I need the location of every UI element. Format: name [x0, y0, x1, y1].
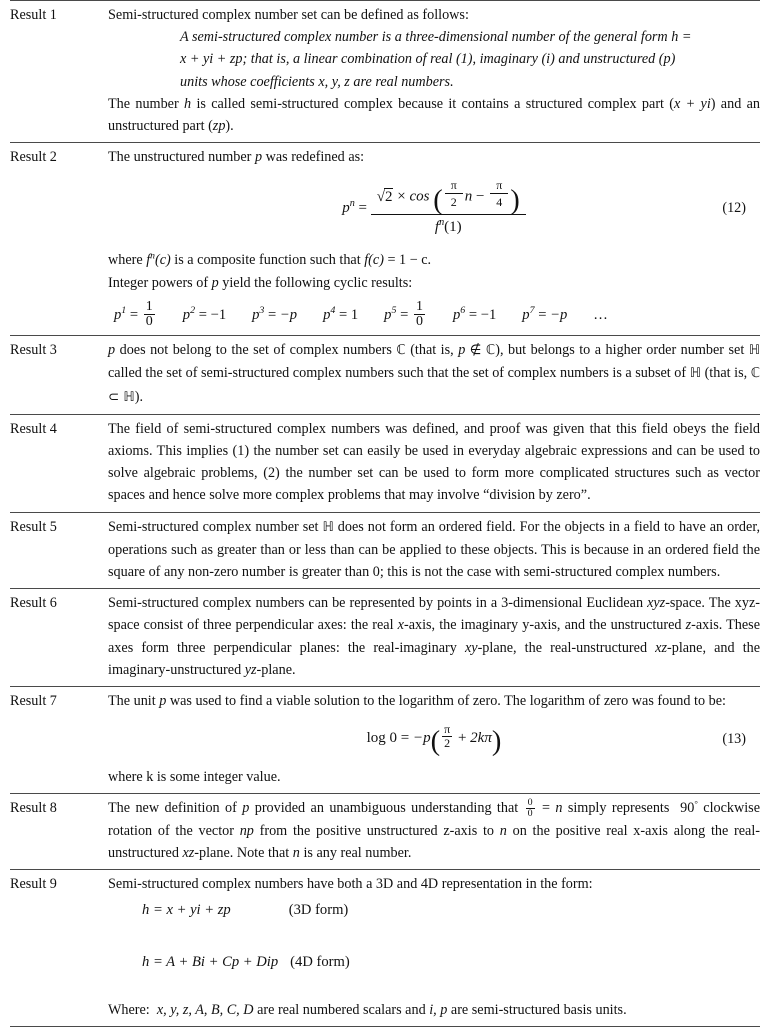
open-paren: ( — [430, 726, 441, 758]
equation-13 — [108, 722, 760, 758]
row-body-result-6: Semi-structured complex numbers can be represented by points in a 3-dimensional Euclidean xyz-space. The xyz-space consist of three perpendicular axes: the real x-axis, the imaginary y-axis, and the unstructured z-axis. These axes form three perpendicular planes: the real-imaginary xy-plane, the real-unstructured xz-plane, and the imaginary-unstructured yz-plane. — [108, 589, 760, 687]
pi-over-2: $\frac{\pi}{2}$ — [444, 722, 451, 750]
table-row — [10, 143, 760, 336]
equation-13-expression: log 0 = −p( $\frac{\pi}{2}$ + 2kπ) — [366, 722, 502, 758]
quote-line-1: A semi-structured complex number is a three-dimensional number of the general form h = — [180, 29, 692, 46]
table-row — [10, 1, 760, 143]
quote-line-3: units whose coefficients x, y, z are real numbers. — [180, 73, 454, 90]
table-row — [10, 512, 760, 589]
result1-intro: Semi-structured complex number set can be defined as follows: — [108, 7, 469, 23]
equation-12-expression: $p^n$ = √2 × cos ( $\frac{\pi}{2}$ n − $\frac{\pi}{4}$ ) $f^n(1)$ — [342, 200, 526, 216]
ninety-degrees: 90° — [680, 798, 698, 817]
equation-12-number: (12) — [722, 200, 746, 217]
result2-cyclic-powers — [114, 300, 760, 330]
result2-cyclic-intro: Integer powers of p yield the following cyclic results: — [108, 274, 413, 291]
times-symbol: × — [397, 188, 406, 205]
row-body-result-9 — [108, 870, 760, 1027]
row-body-result-8: The new definition of p provided an unambiguous understanding that $\frac{0}{0}$ = n simply represents 90° clockwise rotation of the vector np from the positive unstructured z-axis to n on the positive real x-axis along the real-unstructured xz-plane. Note that n is any real number. — [108, 794, 760, 870]
row-label-result-2: Result 2 — [10, 143, 108, 336]
result1-blockquote — [180, 26, 760, 93]
row-body-result-1 — [108, 1, 760, 143]
degree-icon: ° — [694, 798, 698, 809]
open-paren: ( — [433, 185, 443, 217]
equation-12-numerator: √2 × cos ( $\frac{\pi}{2}$ n − $\frac{\pi}{4}$ ) — [376, 178, 520, 217]
pi-over-4: $\frac{\pi}{4}$ — [490, 179, 508, 208]
result7-note: where k is some integer value. — [108, 768, 281, 785]
result9-3d-form: h = x + yi + zp (3D form) — [142, 902, 349, 919]
ellipsis: … — [593, 306, 609, 323]
row-label-result-9: Result 9 — [10, 870, 108, 1027]
power-item-5: $p^5$ = $\frac{1}{0}$ — [384, 298, 423, 330]
result7-intro: The unit p was used to find a viable solution to the logarithm of zero. The logarithm of zero was found to be: — [108, 693, 726, 709]
table-row — [10, 414, 760, 512]
result9-where: Where: x, y, z, A, B, C, D are real numbered scalars and i, p are semi-structured basis units. — [108, 1002, 627, 1019]
row-body-result-5: Semi-structured complex number set ℍ does not form an ordered field. For the objects in a field to have an order, operations such as greater than or less than can be applied to these objects. This is because in an ordered field the square of any non-zero number is greater than 0; this is not the case with semi-structured complex numbers. — [108, 512, 760, 589]
table-row — [10, 870, 760, 1027]
power-item-1: $p^1$ = $\frac{1}{0}$ — [114, 298, 153, 330]
row-label-result-1: Result 1 — [10, 1, 108, 143]
table-row — [10, 687, 760, 794]
spacer — [108, 973, 760, 999]
equation-12 — [108, 179, 760, 237]
equals-sign: = — [400, 729, 410, 746]
result2-intro: The unstructured number p was redefined as: — [108, 149, 365, 166]
spacer — [108, 921, 760, 947]
row-label-result-6: Result 6 — [10, 589, 108, 687]
row-body-result-4: The field of semi-structured complex numbers was defined, and proof was given that this field obeys the field axioms. This implies (1) the number set can easily be used in everyday algebraic expressions and can be used to solve algebraic problems, (2) the number set can be used to form more complicated structures such as vector spaces and hence solve more complex problems that may involve “division by zero”. — [108, 414, 760, 512]
results-table — [10, 0, 760, 1027]
quote-line-2: x + yi + zp; that is, a linear combination of real (1), imaginary (i) and unstructured (p) — [180, 51, 676, 68]
table-row — [10, 336, 760, 415]
equation-13-number: (13) — [722, 730, 746, 747]
table-row — [10, 794, 760, 870]
power-item-6: $p^6 = -1$ — [452, 304, 497, 323]
close-paren: ) — [510, 185, 520, 217]
row-body-result-2 — [108, 143, 760, 336]
pi-over-2: $\frac{\pi}{2}$ — [445, 179, 463, 208]
row-label-result-8: Result 8 — [10, 794, 108, 870]
power-item-2: $p^2 = -1$ — [182, 304, 227, 323]
result9-intro: Semi-structured complex numbers have both a 3D and 4D representation in the form: — [108, 876, 593, 893]
zero-over-zero: $\frac{0}{0}$ — [527, 796, 533, 820]
equation-12-denominator: $f^n(1)$ — [371, 214, 526, 237]
row-label-result-7: Result 7 — [10, 687, 108, 794]
one-over-zero: $\frac{1}{0}$ — [415, 298, 423, 330]
result9-4d-form: h = A + Bi + Cp + Dip (4D form) — [142, 954, 350, 971]
result1-paragraph: The number h is called semi-structured complex because it contains a structured complex part (x + yi) and an unstructured part (zp). — [108, 95, 760, 135]
row-label-result-4: Result 4 — [10, 414, 108, 512]
one-over-zero: $\frac{1}{0}$ — [145, 298, 153, 330]
power-item-3: $p^3 = -p$ — [252, 304, 298, 323]
power-item-4: $p^4 = 1$ — [323, 304, 359, 323]
row-label-result-5: Result 5 — [10, 512, 108, 589]
result2-where-line: where $f^n(c)$ is a composite function such that f(c) = 1 − c. — [108, 250, 432, 269]
row-body-result-7 — [108, 687, 760, 794]
row-label-result-3: Result 3 — [10, 336, 108, 415]
equation-12-fraction — [371, 179, 526, 237]
close-paren: ) — [491, 726, 502, 758]
row-body-result-3: p does not belong to the set of complex numbers ℂ (that is, p ∉ ℂ), but belongs to a higher order number set ℍ called the set of semi-structured complex numbers such that the set of complex numbers is a subset of ℍ (that is, ℂ ⊂ ℍ). — [108, 336, 760, 415]
sqrt-icon: √2 — [376, 188, 393, 205]
power-item-7: $p^7 = -p$ — [522, 304, 568, 323]
table-row — [10, 589, 760, 687]
equals-sign: = — [358, 199, 367, 216]
